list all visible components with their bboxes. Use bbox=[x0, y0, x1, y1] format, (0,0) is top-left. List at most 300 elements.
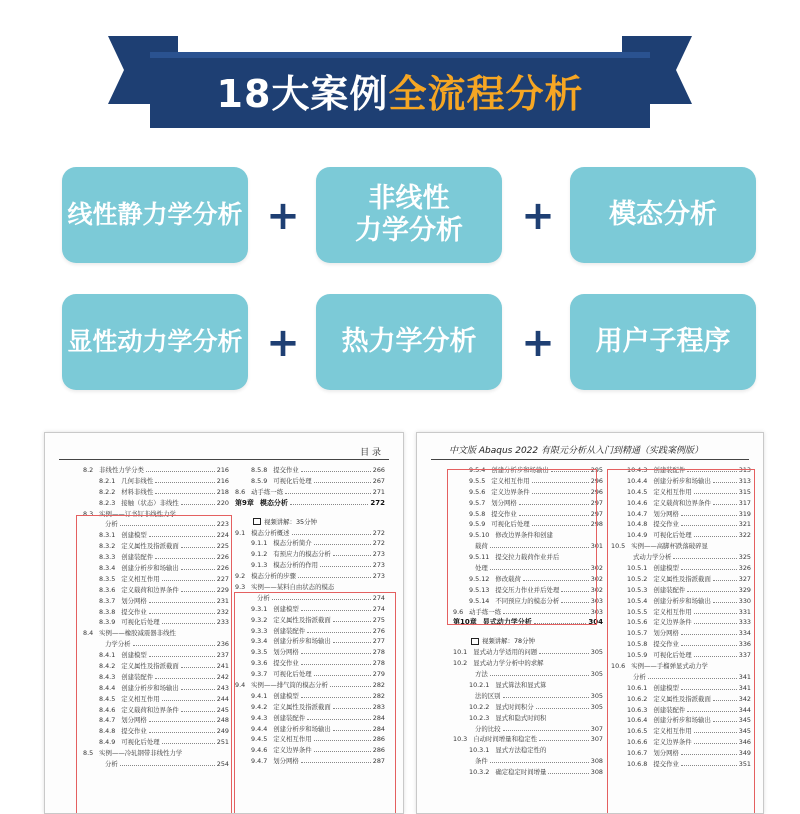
toc-entry-number: 10.5.9 bbox=[627, 651, 648, 660]
toc-entry-page: 296 bbox=[590, 487, 603, 496]
toc-entry-page: 278 bbox=[372, 659, 385, 668]
toc-entry-page: 276 bbox=[372, 626, 385, 635]
toc-entry-page: 242 bbox=[216, 672, 229, 681]
toc-entry-page: 249 bbox=[216, 727, 229, 736]
toc-entry-title: 确定稳定时间增量 bbox=[495, 768, 547, 777]
toc-entry-page: 272 bbox=[372, 539, 385, 548]
toc-entry-page: 307 bbox=[590, 724, 603, 733]
toc-entry-number: 8.2 bbox=[83, 466, 94, 474]
toc-entry-title: 分析 bbox=[105, 760, 118, 769]
banner bbox=[0, 0, 800, 150]
toc-entry-page: 274 bbox=[372, 593, 385, 602]
toc-entry-page: 298 bbox=[590, 520, 603, 529]
toc-entry-title: 创建装配件 bbox=[653, 705, 686, 714]
toc-entry-title: 实例——高脚杯跌落破碎显 bbox=[631, 542, 708, 551]
toc-entry-page: 313 bbox=[738, 466, 751, 474]
tile-explicit-dynamics bbox=[62, 294, 248, 390]
toc-entry bbox=[453, 756, 603, 767]
toc-entry-title: 创建模型 bbox=[121, 651, 147, 660]
toc-entry-title: 可视化后处理 bbox=[273, 476, 312, 485]
toc-entry-title: 划分网格 bbox=[273, 757, 299, 766]
toc-entry-number: 8.3.2 bbox=[99, 542, 116, 551]
toc-entry-number: 8.4 bbox=[83, 629, 94, 638]
toc-entry-title: 实例——手榴弹显式动力学 bbox=[631, 662, 708, 671]
toc-entry-title: 可视化后处理 bbox=[653, 531, 692, 540]
toc-entry-number: 9.4.6 bbox=[251, 746, 268, 755]
toc-entry-number: 9.3.2 bbox=[251, 615, 268, 624]
toc-entry-page: 266 bbox=[372, 466, 385, 474]
toc-entry-title: 显式和隐式时间积 bbox=[495, 713, 547, 722]
toc-entry bbox=[453, 669, 603, 680]
toc-entry-page: 302 bbox=[590, 564, 603, 573]
banner-title-part1: 18大案例 bbox=[216, 71, 389, 116]
toc-entry-title: 定义边界条件 bbox=[653, 618, 692, 627]
toc-entry-number: 10.2.2 bbox=[469, 702, 490, 711]
toc-entry-page: 308 bbox=[590, 768, 603, 777]
toc-entry-title: 提交作业 bbox=[653, 640, 679, 649]
tile-user-subroutine bbox=[570, 294, 756, 390]
toc-leader-dots bbox=[548, 681, 601, 687]
toc-entry-number: 10.5.1 bbox=[627, 564, 648, 573]
toc-entry-number: 10.2 bbox=[453, 659, 468, 668]
tile-modal-label: 模态分析 bbox=[609, 199, 717, 231]
toc-entry-number: 10.2.3 bbox=[469, 713, 490, 722]
toc-leader-dots bbox=[539, 647, 589, 654]
toc-entry-title: 创建装配件 bbox=[121, 672, 154, 681]
toc-entry-number: 9.5.14 bbox=[469, 596, 490, 605]
toc-entry-title: 划分网格 bbox=[121, 596, 147, 605]
toc-entry-number: 8.3.4 bbox=[99, 564, 116, 573]
toc-entry-page: 274 bbox=[372, 604, 385, 613]
toc-entry-page: 220 bbox=[216, 498, 229, 507]
toc-entry-title: 创建模型 bbox=[653, 564, 679, 573]
toc-entry-number: 8.3 bbox=[83, 509, 94, 518]
toc-entry-page: 301 bbox=[590, 542, 603, 551]
toc-entry-number: 8.5.8 bbox=[251, 466, 268, 474]
toc-entry-number: 10.5.6 bbox=[627, 618, 648, 627]
toc-entry-number: 9.5.13 bbox=[469, 585, 490, 594]
toc-entry-page: 231 bbox=[216, 596, 229, 605]
toc-entry-title: 自动时间增量和稳定性 bbox=[473, 735, 538, 744]
toc-entry-page: 283 bbox=[372, 702, 385, 711]
toc-entry bbox=[83, 498, 229, 509]
toc-entry-title: 定义属性及指派截面 bbox=[273, 702, 331, 711]
toc-entry-number: 9.1.3 bbox=[251, 561, 268, 570]
toc-entry-title: 定义载荷和边界条件 bbox=[121, 585, 179, 594]
toc-entry-number: 9.4.2 bbox=[251, 702, 268, 711]
toc-entry-title: 提交作业 bbox=[653, 520, 679, 529]
toc-entry-title: 定义载荷和边界条件 bbox=[121, 705, 179, 714]
toc-leader-dots bbox=[155, 476, 215, 483]
toc-entry-page: 304 bbox=[588, 618, 603, 627]
toc-leader-dots bbox=[181, 498, 215, 505]
toc-entry-number: 9.3 bbox=[235, 583, 246, 592]
toc-entry-page: 307 bbox=[590, 735, 603, 744]
toc-entry-number: 9.6 bbox=[453, 607, 464, 616]
toc-leader-dots bbox=[548, 714, 601, 720]
toc-entry-title: 创建模型 bbox=[653, 683, 679, 692]
toc-entry bbox=[235, 528, 385, 539]
toc-entry-title: 定义相互作用 bbox=[491, 476, 530, 485]
toc-entry bbox=[235, 487, 385, 498]
toc-entry-number: 8.4.7 bbox=[99, 716, 116, 725]
toc-entry-title: 定义载荷和边界条件 bbox=[653, 498, 711, 507]
tile-nonlinear-label bbox=[355, 183, 463, 247]
toc-entry-page: 245 bbox=[216, 705, 229, 714]
toc-entry-number: 10.2.1 bbox=[469, 681, 490, 690]
toc-entry-number: 8.3.1 bbox=[99, 531, 116, 540]
toc-entry-title: 创建装配件 bbox=[653, 466, 686, 474]
toc-entry-number: 9.3.6 bbox=[251, 659, 268, 668]
toc-entry-page: 330 bbox=[738, 596, 751, 605]
toc-entry-page: 243 bbox=[216, 683, 229, 692]
toc-entry-title: 提交压力作业并后处理 bbox=[495, 585, 560, 594]
toc-entry-number: 8.4.1 bbox=[99, 651, 116, 660]
toc-entry-number: 10.4.3 bbox=[627, 466, 648, 474]
toc-entry-number: 9.5.10 bbox=[469, 531, 490, 540]
toc-entry-number: 9.3.4 bbox=[251, 637, 268, 646]
toc-entry-title: 方法 bbox=[475, 670, 488, 679]
toc-entry-page: 315 bbox=[738, 487, 751, 496]
toc-entry bbox=[453, 658, 603, 669]
tile-modal bbox=[570, 167, 756, 263]
toc-leader-dots bbox=[336, 583, 383, 589]
toc-entry-number: 8.2.3 bbox=[99, 498, 116, 507]
toc-entry-title: 动手练一练 bbox=[251, 487, 284, 496]
toc-leader-dots bbox=[314, 476, 371, 483]
toc-entry-page: 282 bbox=[372, 691, 385, 700]
toc-entry-number: 9.4.5 bbox=[251, 735, 268, 744]
toc-entry-page: 297 bbox=[590, 509, 603, 518]
toc-entry-page: 273 bbox=[372, 561, 385, 570]
toc-entry-page: 302 bbox=[590, 574, 603, 583]
toc-entry-number: 8.4.6 bbox=[99, 705, 116, 714]
toc-entry-page: 322 bbox=[738, 531, 751, 540]
toc-entry-page: 326 bbox=[738, 564, 751, 573]
toc-entry-title: 模态分析概述 bbox=[251, 528, 290, 537]
toc-entry-page: 229 bbox=[216, 585, 229, 594]
toc-entry-title: 可视化后处理 bbox=[491, 520, 530, 529]
toc-entry-page: 321 bbox=[738, 520, 751, 529]
video-note bbox=[471, 636, 535, 647]
toc-entry-title: 定义属性及指派截面 bbox=[121, 542, 179, 551]
toc-leader-dots bbox=[546, 659, 601, 665]
toc-entry-number: 10.4.7 bbox=[627, 509, 648, 518]
toc-entry bbox=[453, 691, 603, 702]
toc-entry-title: 有预应力的模态分析 bbox=[273, 550, 331, 559]
toc-page-left bbox=[44, 432, 404, 814]
toc-entry-number: 9.4.7 bbox=[251, 757, 268, 766]
toc-entry-page: 271 bbox=[372, 487, 385, 496]
toc-entry-title: 载荷 bbox=[475, 542, 488, 551]
toc-entry-title: 材料非线性 bbox=[121, 487, 154, 496]
toc-entry-title: 定义相互作用 bbox=[653, 727, 692, 736]
toc-entry-page: 327 bbox=[738, 574, 751, 583]
toc-entry-number: 9.4.1 bbox=[251, 691, 268, 700]
toc-entry-page: 334 bbox=[738, 629, 751, 638]
toc-entry-number: 8.4.4 bbox=[99, 683, 116, 692]
toc-entry-page: 273 bbox=[372, 572, 385, 581]
toc-entry-number: 8.4.3 bbox=[99, 672, 116, 681]
toc-entry-title: 非线性力学分类 bbox=[99, 466, 144, 474]
toc-entry-number: 8.4.9 bbox=[99, 738, 116, 747]
plus-icon: + bbox=[521, 320, 555, 366]
toc-entry-title: 定义边界条件 bbox=[273, 746, 312, 755]
toc-entry-number: 8.3.9 bbox=[99, 618, 116, 627]
toc-entry-title: 显式方法稳定性的 bbox=[495, 746, 547, 755]
toc-entry bbox=[453, 647, 603, 658]
toc-entry-title: 分析 bbox=[633, 672, 646, 681]
toc-entry-page: 305 bbox=[590, 670, 603, 679]
toc-entry-number: 10.6.4 bbox=[627, 716, 648, 725]
toc-entry bbox=[453, 724, 603, 735]
toc-entry bbox=[453, 734, 603, 745]
toc-entry-title: 创建装配件 bbox=[653, 585, 686, 594]
toc-entry-number: 10.4.5 bbox=[627, 487, 648, 496]
toc-entry-page: 296 bbox=[590, 476, 603, 485]
toc-entry-number: 9.5.5 bbox=[469, 476, 486, 485]
toc-entry-page: 329 bbox=[738, 585, 751, 594]
toc-leader-dots bbox=[301, 465, 371, 472]
toc-entry-number: 10.6 bbox=[611, 662, 626, 671]
page-header bbox=[431, 439, 749, 460]
toc-entry-page: 287 bbox=[372, 757, 385, 766]
toc-entry-title: 提交作业 bbox=[121, 607, 147, 616]
toc-entry-title: 划分网格 bbox=[653, 509, 679, 518]
toc-entry-number: 9.3.1 bbox=[251, 604, 268, 613]
toc-entry-title: 分的比较 bbox=[475, 724, 501, 733]
toc-leader-dots bbox=[285, 487, 371, 494]
toc-entry-page: 286 bbox=[372, 746, 385, 755]
toc-entry-number: 10.5.5 bbox=[627, 607, 648, 616]
toc-entry-number: 10.6.6 bbox=[627, 738, 648, 747]
plus-icon: + bbox=[266, 193, 300, 239]
toc-entry-title: 显式动力学分析中的求解 bbox=[473, 659, 544, 668]
toc-entry-page: 303 bbox=[590, 607, 603, 616]
toc-entry-number: 9.5.11 bbox=[469, 553, 490, 562]
toc-entry-page: 272 bbox=[370, 498, 385, 507]
toc-entry-number: 10.5.8 bbox=[627, 640, 648, 649]
toc-entry-title: 可视化后处理 bbox=[273, 670, 312, 679]
toc-entry-page: 275 bbox=[372, 615, 385, 624]
toc-entry-page: 333 bbox=[738, 618, 751, 627]
tile-nonlinear-line2: 力学分析 bbox=[355, 215, 463, 246]
toc-entry-title: 创建装配件 bbox=[273, 713, 306, 722]
toc-entry-number: 10.6.5 bbox=[627, 727, 648, 736]
toc-entry bbox=[453, 767, 603, 778]
toc-entry-page: 297 bbox=[590, 498, 603, 507]
banner-title bbox=[150, 52, 650, 128]
toc-entry-page: 345 bbox=[738, 716, 751, 725]
toc-entry-page: 236 bbox=[216, 640, 229, 649]
toc-entry-title: 显式算法和显式算 bbox=[495, 681, 547, 690]
toc-entry-number: 9.4 bbox=[235, 681, 246, 690]
toc-entry-page: 216 bbox=[216, 466, 229, 474]
toc-entry-number: 9.3.5 bbox=[251, 648, 268, 657]
toc-entry bbox=[235, 571, 385, 582]
toc-entry-title: 创建分析步和场输出 bbox=[273, 724, 331, 733]
toc-entry-number: 10.1 bbox=[453, 648, 468, 657]
toc-entry-number: 10.6.1 bbox=[627, 683, 648, 692]
toc-entry-number: 9.3.3 bbox=[251, 626, 268, 635]
toc-entry-page: 282 bbox=[372, 681, 385, 690]
toc-entry-title: 模态分析的步骤 bbox=[251, 572, 296, 581]
plus-icon: + bbox=[521, 193, 555, 239]
toc-entry-number: 10.6.7 bbox=[627, 749, 648, 758]
toc-leader-dots bbox=[155, 487, 215, 494]
toc-entry-page: 349 bbox=[738, 749, 751, 758]
toc-entry-page: 273 bbox=[372, 550, 385, 559]
toc-entry bbox=[453, 745, 603, 756]
toc-entry-number: 8.4.8 bbox=[99, 727, 116, 736]
toc-entry-number: 10.4.4 bbox=[627, 476, 648, 485]
toc-entry-page: 302 bbox=[590, 585, 603, 594]
toc-entry-page: 248 bbox=[216, 716, 229, 725]
toc-entry-page: 223 bbox=[216, 520, 229, 529]
toc-entry-title: 法的区别 bbox=[475, 691, 501, 700]
toc-entry-page: 331 bbox=[738, 607, 751, 616]
toc-entry-page: 227 bbox=[216, 574, 229, 583]
toc-entry-page: 305 bbox=[590, 691, 603, 700]
toc-entry-title: 可视化后处理 bbox=[121, 618, 160, 627]
toc-entry-page: 254 bbox=[216, 760, 229, 769]
toc-entry-page: 278 bbox=[372, 648, 385, 657]
toc-entry-title: 提交拉力载荷作业并后 bbox=[495, 553, 560, 562]
toc-entry-page: 284 bbox=[372, 724, 385, 733]
toc-entry-title: 力学分析 bbox=[105, 640, 131, 649]
toc-entry-page: 341 bbox=[738, 672, 751, 681]
toc-entry-title: 条件 bbox=[475, 757, 488, 766]
toc-entry-title: 模态分析的作用 bbox=[273, 561, 318, 570]
toc-entry-title: 创建装配件 bbox=[273, 626, 306, 635]
toc-entry-page: 337 bbox=[738, 651, 751, 660]
toc-entry-title: 动手练一练 bbox=[469, 607, 502, 616]
toc-entry bbox=[235, 560, 385, 571]
toc-entry-number: 9.1.1 bbox=[251, 539, 268, 548]
toc-entry-number: 10.6.8 bbox=[627, 760, 648, 769]
toc-entry-title: 实例——订书钉非线性力学 bbox=[99, 509, 176, 518]
toc-entry-title: 提交作业 bbox=[121, 727, 147, 736]
tile-nonlinear-line1: 非线性 bbox=[368, 183, 450, 215]
tile-thermal-label: 热力学分析 bbox=[341, 326, 477, 358]
toc-entry-title: 实例——某料自由状态的模态 bbox=[251, 583, 335, 592]
toc-entry-number: 8.3.5 bbox=[99, 574, 116, 583]
toc-entry-title: 接触（状态）非线性 bbox=[121, 498, 179, 507]
toc-entry-title: 定义相互作用 bbox=[273, 735, 312, 744]
toc-entry-title: 提交作业 bbox=[273, 659, 299, 668]
toc-entry-title: 划分网格 bbox=[273, 648, 299, 657]
toc-entry bbox=[83, 465, 229, 476]
toc-entry-number: 10.5.4 bbox=[627, 596, 648, 605]
toc-entry-number: 9.2 bbox=[235, 572, 246, 581]
toc-entry-page: 342 bbox=[738, 694, 751, 703]
toc-entry-page: 244 bbox=[216, 694, 229, 703]
toc-entry-title: 分析 bbox=[257, 593, 270, 602]
highlight-box bbox=[447, 469, 597, 625]
toc-entry-title: 创建模型 bbox=[121, 531, 147, 540]
toc-entry-number: 9.5.9 bbox=[469, 520, 486, 529]
toc-leader-dots bbox=[490, 756, 589, 763]
toc-entry-title: 划分网格 bbox=[121, 716, 147, 725]
toc-entry-number: 10.3 bbox=[453, 735, 468, 744]
toc-leader-dots bbox=[314, 538, 371, 545]
toc-entry-title: 式动力学分析 bbox=[633, 553, 672, 562]
toc-entry-title: 显式时间积分 bbox=[495, 702, 534, 711]
toc-leader-dots bbox=[146, 465, 215, 472]
toc-entry-title: 处理 bbox=[475, 564, 488, 573]
toc-entry-title: 修改载荷 bbox=[495, 574, 521, 583]
toc-entry-title: 创建装配件 bbox=[121, 553, 154, 562]
toc-entry bbox=[453, 702, 603, 713]
toc-entry-number: 8.3.3 bbox=[99, 553, 116, 562]
toc-leader-dots bbox=[320, 560, 371, 567]
toc-entry-title: 实例——排气筒的模态分析 bbox=[251, 681, 328, 690]
highlight-box bbox=[234, 592, 396, 814]
toc-page-right bbox=[416, 432, 764, 814]
toc-entry-page: 341 bbox=[738, 683, 751, 692]
toc-entry-number: 8.5.9 bbox=[251, 476, 268, 485]
toc-entry-number: 10.5 bbox=[611, 542, 626, 551]
toc-entry-number: 10.4.6 bbox=[627, 498, 648, 507]
toc-entry-page: 226 bbox=[216, 553, 229, 562]
toc-leader-dots bbox=[490, 669, 589, 676]
toc-entry-number: 8.3.8 bbox=[99, 607, 116, 616]
toc-entry-page: 241 bbox=[216, 662, 229, 671]
toc-entry-page: 305 bbox=[590, 702, 603, 711]
toc-entry-page: 286 bbox=[372, 735, 385, 744]
video-icon bbox=[253, 518, 261, 525]
toc-entry-number: 8.3.6 bbox=[99, 585, 116, 594]
toc-entry-title: 定义相互作用 bbox=[653, 607, 692, 616]
toc-entry-number: 8.4.2 bbox=[99, 662, 116, 671]
toc-entry-title: 定义边界条件 bbox=[491, 487, 530, 496]
toc-entry-number: 10.3.2 bbox=[469, 768, 490, 777]
toc-entry bbox=[235, 549, 385, 560]
toc-entry-title: 可视化后处理 bbox=[121, 738, 160, 747]
toc-entry-title: 显式动力学适用的问题 bbox=[473, 648, 538, 657]
toc-entry-title: 创建分析步和场输出 bbox=[121, 564, 179, 573]
toc-entry-title: 定义相互作用 bbox=[121, 574, 160, 583]
video-note bbox=[253, 517, 317, 528]
tile-thermal bbox=[316, 294, 502, 390]
toc-entry-number: 10.6.2 bbox=[627, 694, 648, 703]
toc-entry-page: 319 bbox=[738, 509, 751, 518]
toc-entry-number: 9.3.7 bbox=[251, 670, 268, 679]
toc-entry-number: 8.2.1 bbox=[99, 476, 116, 485]
toc-leader-dots bbox=[290, 498, 369, 505]
toc-entry-page: 344 bbox=[738, 705, 751, 714]
toc-entry-title: 创建分析步和场输出 bbox=[491, 466, 549, 474]
toc-entry-title: 创建模型 bbox=[273, 691, 299, 700]
toc-entry-page: 346 bbox=[738, 738, 751, 747]
toc-entry-page: 216 bbox=[216, 476, 229, 485]
toc-entry-title: 创建分析步和场输出 bbox=[121, 683, 179, 692]
toc-entry-number: 10.5.7 bbox=[627, 629, 648, 638]
toc-leader-dots bbox=[503, 724, 589, 731]
toc-entry-page: 233 bbox=[216, 618, 229, 627]
toc-entry-number: 10.5.2 bbox=[627, 574, 648, 583]
toc-entry-title: 分析 bbox=[105, 520, 118, 529]
toc-entry-title: 定义属性及指派截面 bbox=[121, 662, 179, 671]
toc-entry-title: 划分网格 bbox=[653, 629, 679, 638]
toc-entry bbox=[235, 498, 385, 509]
toc-entry-title: 可视化后处理 bbox=[653, 651, 692, 660]
toc-entry bbox=[235, 465, 385, 476]
toc-entry-page: 218 bbox=[216, 487, 229, 496]
page-header bbox=[59, 439, 389, 460]
toc-entry-page: 317 bbox=[738, 498, 751, 507]
toc-entry-title: 创建模型 bbox=[273, 604, 299, 613]
